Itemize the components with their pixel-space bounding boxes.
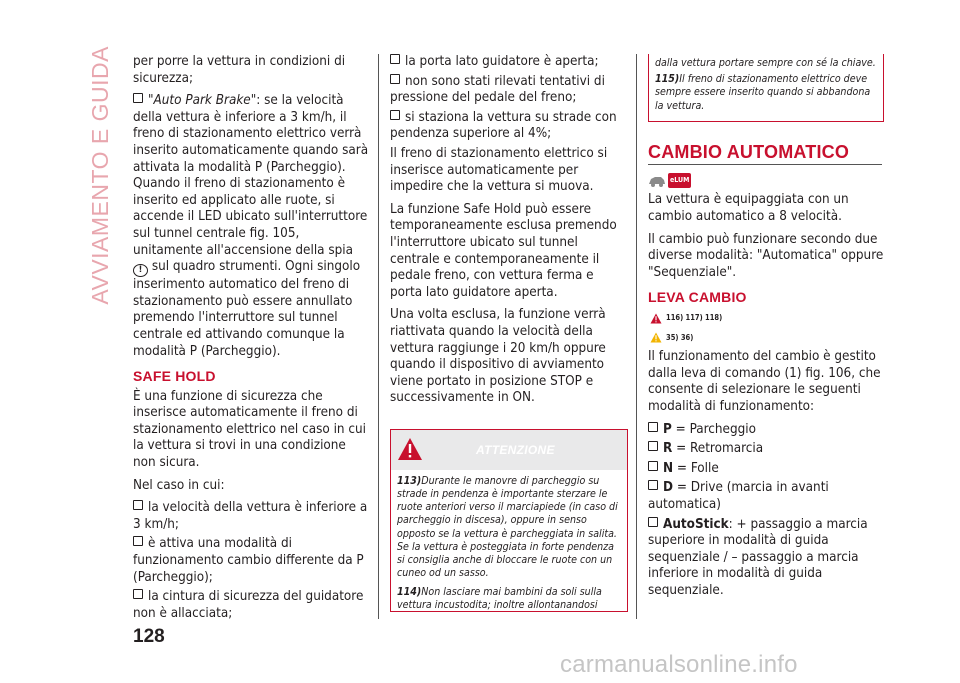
warning-box-header (391, 430, 627, 470)
bullet-icon (648, 480, 658, 490)
gear-item-r: R = Retromarcia (648, 441, 884, 458)
paragraph: Una volta esclusa, la funzione verrà riattivata quando la velocità della vettura raggiunge i 20 km/h oppure quando il dispositivo di avviamento viene portato in posizione STOP e successivamente in ON. (390, 307, 606, 406)
warning-item-113: 113)Durante le manovre di parcheggio su strade in pendenza è importante sterzare le ruote anteriori verso il marciapiede (in caso di parcheggio in discesa), oppure in senso opposto se la vettura è parcheggiata in salita. Se la vettura è posteggiata in forte pendenza si consiglia anche di bloccare le ruote con un cuneo od un sasso. (397, 474, 618, 580)
caution-icon (650, 332, 662, 343)
list-item: la velocità della vettura è inferiore a 3 km/h; (133, 500, 368, 532)
bullet-icon (390, 74, 400, 84)
bullet-icon (648, 461, 658, 471)
column-divider (636, 54, 637, 619)
section-heading-safe-hold: SAFE HOLD (133, 368, 216, 385)
warning-box (390, 429, 628, 612)
paragraph: La vettura è equipaggiata con un cambio automatico a 8 velocità. (648, 192, 849, 224)
gear-item-d: D = Drive (marcia in avanti automatica) (648, 480, 829, 512)
list-item: non sono stati rilevati tentativi di pressione del pedale del freno; (390, 73, 605, 106)
bullet-icon (133, 500, 143, 510)
paragraph: Il cambio può funzionare secondo due diverse modalità: "Automatica" oppure "Sequenziale". (648, 231, 884, 280)
paragraph: Il funzionamento del cambio è gestito dalla leva di comando (1) fig. 106, che consente di selezionare le seguenti modalità di funzionamento: (648, 349, 881, 414)
chapter-side-label (80, 46, 120, 305)
list-item: si staziona la vettura su strade con pendenza superiore al 4%; (390, 109, 617, 142)
parking-brake-warning-icon: ! (133, 264, 148, 277)
warning-triangle-icon (397, 437, 423, 461)
warning-continued-text: dalla vettura portare sempre con sé la chiave. (655, 57, 876, 69)
chapter-title: AVVIAMENTO E GUIDA (86, 46, 113, 305)
warning-item-115: 115)Il freno di stazionamento elettrico deve sempre essere inserito quando si abbandona la vettura. (655, 73, 871, 112)
section-heading-cambio-automatico: CAMBIO AUTOMATICO (648, 141, 850, 162)
bullet-icon (648, 422, 658, 432)
bullet-icon (133, 93, 143, 103)
warning-item-114: 114)Non lasciare mai bambini da soli sulla vettura incustodita; inoltre allontanandosi (397, 585, 602, 611)
paragraph: per porre la vettura in condizioni di sicurezza; (133, 54, 346, 86)
warning-box-continued (648, 54, 884, 122)
bullet-icon (133, 536, 143, 546)
heading-rule (648, 164, 882, 165)
list-item: la cintura di sicurezza del guidatore non è allacciata; (133, 589, 364, 621)
bullet-icon (648, 441, 658, 451)
gear-item-n: N = Folle (648, 461, 884, 478)
warning-triangle-icon (650, 313, 662, 324)
paragraph: È una funzione di sicurezza che inserisce automaticamente il freno di stazionamento elettrico nel caso in cui la vettura si trovi in una condizione non sicura. (133, 388, 366, 471)
warning-body (391, 470, 627, 612)
list-item-auto-park-brake: "Auto Park Brake": se la velocità della vettura è inferiore a 3 km/h, il freno di stazionamento elettrico verrà inserito automaticamente quando sarà attivata la modalità P (Parcheggio). Quando il freno di stazionamento è inserito ed applicato alle ruote, si accende il LED ubicato sull'interruttore sul tunnel centrale fig. 105, unitamente all'accensione della spia ! sul quadro strumenti. Ogni singolo inserimento automatico del freno di stazionamento può essere annullato premendo l'interruttore sul tunnel centrale ed attivando comunque la modalità P (Parcheggio). (133, 93, 369, 359)
warning-title: ATTENZIONE (476, 442, 555, 457)
term-auto-park-brake: Auto Park Brake (153, 93, 251, 109)
paragraph: La funzione Safe Hold può essere temporaneamente esclusa premendo l'interruttore ubicato sul tunnel centrale e contemporaneamente il pedale freno, con vettura ferma e porta lato guidatore aperta. (390, 201, 617, 300)
bullet-icon (133, 589, 143, 599)
gear-item-p: P = Parcheggio (648, 422, 884, 439)
car-version-icon (648, 175, 666, 187)
column-divider (378, 54, 379, 619)
version-icons (648, 173, 884, 188)
caution-references: 35) 36) (650, 330, 884, 347)
bullet-icon (648, 517, 658, 527)
list-item: la porta lato guidatore è aperta; (390, 54, 626, 71)
bullet-icon (390, 54, 400, 64)
warning-references: 116) 117) 118) (650, 310, 884, 327)
list-item: è attiva una modalità di funzionamento cambio differente da P (Parcheggio); (133, 536, 364, 585)
paragraph: Nel caso in cui: (133, 477, 225, 493)
page-number: 128 (133, 626, 165, 647)
watermark: carmanualsonline.info (560, 651, 798, 678)
bullet-icon (390, 110, 400, 120)
elum-badge: eLUM (668, 173, 691, 188)
gear-item-autostick: AutoStick: + passaggio a marcia superiore in modalità di guida sequenziale / – passaggio a marcia inferiore in modalità di guida sequenziale. (648, 516, 868, 598)
column-1 (133, 54, 369, 625)
section-heading-leva-cambio: LEVA CAMBIO (648, 289, 747, 306)
paragraph: Il freno di stazionamento elettrico si inserisce automaticamente per impedire che la vettura si muova. (390, 145, 608, 195)
column-2 (390, 54, 626, 612)
column-3 (648, 54, 884, 602)
